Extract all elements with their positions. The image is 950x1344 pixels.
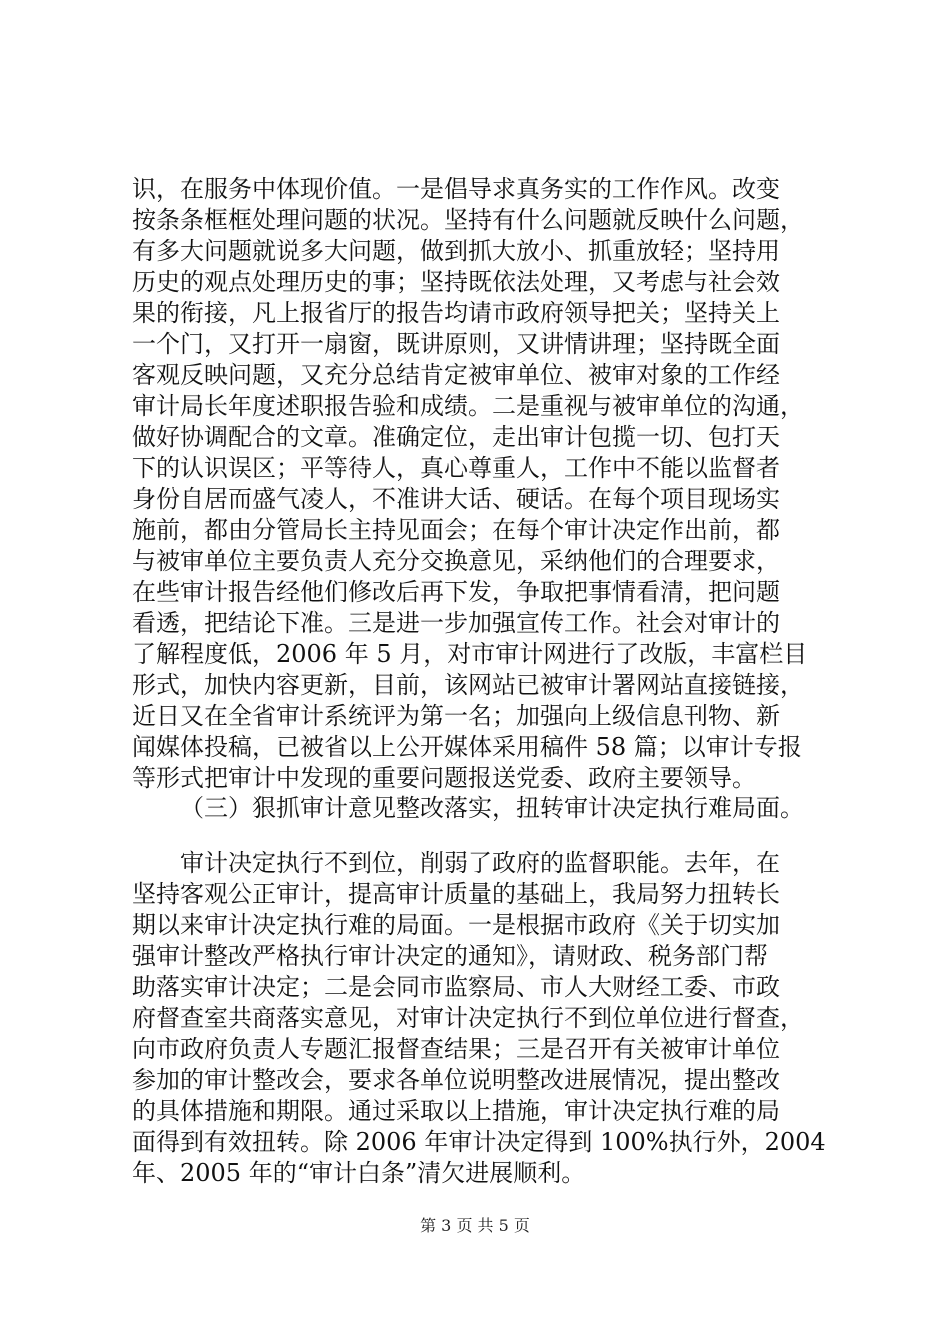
page-footer: 第 3 页 共 5 页	[420, 1216, 530, 1235]
text-line: 识，在服务中体现价值。一是倡导求真务实的工作作风。改变	[132, 175, 780, 203]
text-line: 与被审单位主要负责人充分交换意见，采纳他们的合理要求，	[132, 547, 780, 575]
paragraph-audit-service	[132, 174, 844, 794]
text-line: 果的衔接，凡上报省厅的报告均请市政府领导把关；坚持关上	[132, 299, 780, 327]
text-line: 的具体措施和期限。通过采取以上措施，审计决定执行难的局	[132, 1097, 780, 1125]
text-line: 面得到有效扭转。除 2006 年审计决定得到 100%执行外，2004	[132, 1128, 826, 1156]
text-line: 闻媒体投稿，已被省以上公开媒体采用稿件 58 篇；以审计专报	[132, 733, 802, 761]
text-line: 近日又在全省审计系统评为第一名；加强向上级信息刊物、新	[132, 702, 780, 730]
text-line: 了解程度低，2006 年 5 月，对市审计网进行了改版，丰富栏目	[132, 640, 808, 668]
text-line: 有多大问题就说多大问题，做到抓大放小、抓重放轻；坚持用	[132, 237, 780, 265]
text-line: 府督查室共商落实意见，对审计决定执行不到位单位进行督查，	[132, 1004, 804, 1032]
text-line: 看透，把结论下准。三是进一步加强宣传工作。社会对审计的	[132, 609, 780, 637]
text-line: （三）狠抓审计意见整改落实，扭转审计决定执行难局面。	[180, 794, 804, 822]
text-line: 审计决定执行不到位，削弱了政府的监督职能。去年，在	[180, 849, 780, 877]
paragraph-audit-decision-execution	[132, 848, 844, 1189]
text-line: 审计局长年度述职报告验和成绩。二是重视与被审单位的沟通，	[132, 392, 804, 420]
text-line: 期以来审计决定执行难的局面。一是根据市政府《关于切实加	[132, 911, 780, 939]
section-heading-three	[132, 793, 844, 824]
text-line: 等形式把审计中发现的重要问题报送党委、政府主要领导。	[132, 764, 756, 792]
text-line: 下的认识误区；平等待人，真心尊重人，工作中不能以监督者	[132, 454, 780, 482]
text-line: 强审计整改严格执行审计决定的通知》，请财政、税务部门帮	[132, 942, 768, 970]
text-line: 坚持客观公正审计，提高审计质量的基础上，我局努力扭转长	[132, 880, 780, 908]
text-line: 按条条框框处理问题的状况。坚持有什么问题就反映什么问题，	[132, 206, 804, 234]
text-line: 在些审计报告经他们修改后再下发，争取把事情看清，把问题	[132, 578, 780, 606]
text-line: 做好协调配合的文章。准确定位，走出审计包揽一切、包打天	[132, 423, 780, 451]
text-line: 参加的审计整改会，要求各单位说明整改进展情况，提出整改	[132, 1066, 780, 1094]
text-line: 施前，都由分管局长主持见面会；在每个审计决定作出前，都	[132, 516, 780, 544]
text-line: 身份自居而盛气凌人，不准讲大话、硬话。在每个项目现场实	[132, 485, 780, 513]
text-line: 客观反映问题，又充分总结肯定被审单位、被审对象的工作经	[132, 361, 780, 389]
text-line: 助落实审计决定；二是会同市监察局、市人大财经工委、市政	[132, 973, 780, 1001]
text-line: 形式，加快内容更新，目前，该网站已被审计署网站直接链接，	[132, 671, 804, 699]
text-line: 向市政府负责人专题汇报督查结果；三是召开有关被审计单位	[132, 1035, 780, 1063]
text-line: 年、2005 年的“审计白条”清欠进展顺利。	[132, 1159, 586, 1187]
text-line: 一个门，又打开一扇窗，既讲原则，又讲情讲理；坚持既全面	[132, 330, 780, 358]
text-line: 历史的观点处理历史的事；坚持既依法处理，又考虑与社会效	[132, 268, 780, 296]
